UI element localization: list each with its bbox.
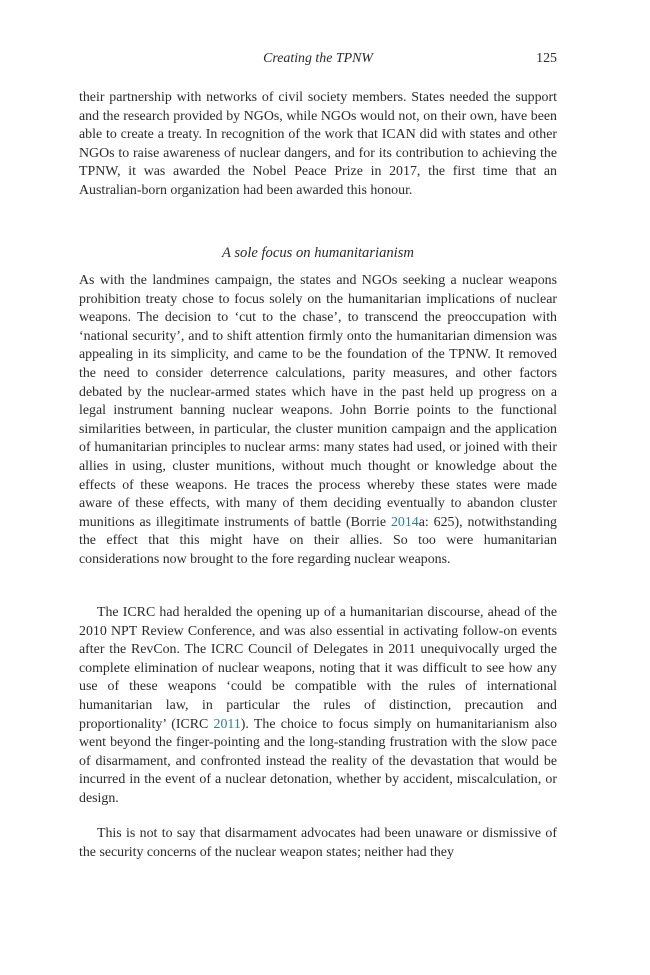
paragraph-continuation xyxy=(79,89,557,201)
page-number: 125 xyxy=(536,51,557,66)
citation-link-borrie-2014[interactable]: 2014 xyxy=(390,514,419,530)
paragraph-security-concerns xyxy=(79,825,557,862)
paragraph-1-text: their partnership with networks of civil society members. States needed the support and the research provided by NGOs, while NGOs would not, on their own, have been able to create a treaty. In recognition of the work that ICAN did with states and other NGOs to raise awareness of nuclear dangers, and for its contribution to achieving the TPNW, it was awarded the Nobel Peace Prize in 2017, the first time that an Australian-born organization had been awarded this honour. xyxy=(79,90,557,198)
paragraph-2-text-a: As with the landmines campaign, the states and NGOs seeking a nuclear weapons prohibition treaty chose to focus solely on the humanitarian implications of nuclear weapons. The decision to ‘cut to the chase’, to transcend the preoccupation with ‘national security’, and to shift attention firmly onto the humanitarian dimension was appealing in its simplicity, and came to be the foundation of the TPNW. It removed the need to consider deterrence calculations, parity measures, and other factors debated by the nuclear-armed states which have in the past held up progress on a legal instrument banning nuclear weapons. John Borrie points to the functional similarities between, in particular, the cluster munition campaign and the application of humanitarian principles to nuclear arms: many states had used, or joined with their allies in using, cluster munitions, without much thought or knowledge about the effects of these weapons. He traces the process whereby these states were made aware of these effects, with many of them deciding eventually to abandon cluster munitions as illegitimate instruments of battle (Borrie xyxy=(79,273,557,530)
paragraph-3-text-b: ). The choice to focus simply on humanitarianism also went beyond the finger-pointing and the long-standing frustration with the slow pace of disarmament, and confronted instead the reality of the devastation that would be incurred in the event of a nuclear detonation, whether by accident, miscalculation, or design. xyxy=(79,716,557,806)
running-header xyxy=(79,50,557,70)
paragraph-3-text-a: The ICRC had heralded the opening up of a humanitarian discourse, ahead of the 2010 NPT Review Conference, and was also essential in activating follow-on events after the RevCon. The ICRC Council of Delegates in 2011 unequivocally urged the complete elimination of nuclear weapons, noting that it was difficult to see how any use of these weapons ‘could be compatible with the rules of international humanitarian law, in particular the rules of distinction, precaution and proportionality’ (ICRC xyxy=(79,605,557,732)
citation-link-icrc-2011[interactable]: 2011 xyxy=(213,716,241,732)
paragraph-4-text: This is not to say that disarmament advocates had been unaware or dismissive of the security concerns of the nuclear weapon states; neither had they xyxy=(79,826,557,860)
paragraph-3 xyxy=(79,604,557,809)
section-heading: A sole focus on humanitarianism xyxy=(222,245,414,261)
section-heading-block xyxy=(79,243,557,263)
running-title: Creating the TPNW xyxy=(263,51,373,66)
paragraph-2 xyxy=(79,272,557,570)
paragraph-humanitarian-focus xyxy=(79,272,557,570)
paragraph-icrc xyxy=(79,604,557,809)
paragraph-2-text-b: a: 625), notwithstanding the effect that this might have on their allies. So too were humanitarian considerations now brought to the fore regarding nuclear weapons. xyxy=(79,514,557,567)
